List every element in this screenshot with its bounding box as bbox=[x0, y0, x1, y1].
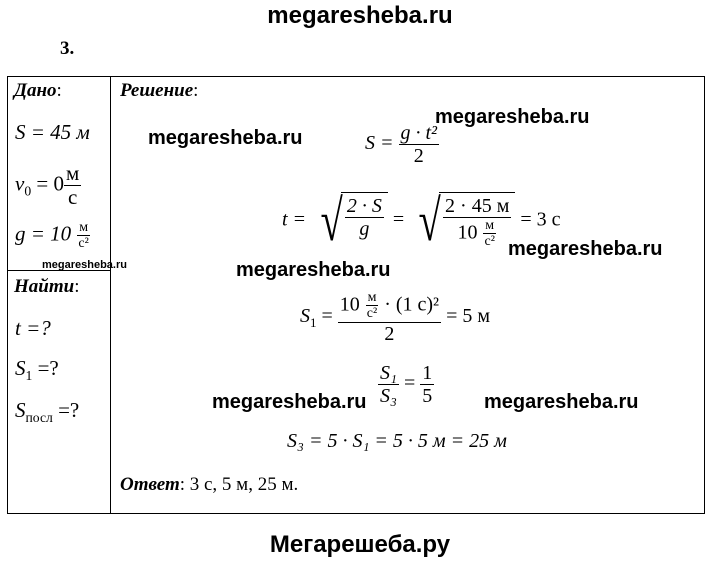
find-t: t =? bbox=[15, 316, 51, 340]
answer: Ответ: 3 с, 5 м, 25 м. bbox=[120, 474, 299, 495]
watermark-inline: megaresheba.ru bbox=[435, 106, 590, 128]
find-sposl: $S_{посл}$ =? bbox=[15, 398, 80, 426]
solution-header: Решение: bbox=[120, 80, 199, 101]
find-s1: $S_1$ =? bbox=[15, 356, 59, 384]
given-s: S = 45 м bbox=[15, 120, 90, 144]
equation-4: $\frac{\text{S₁}}{\text{S₃}}$ = $\frac{1}{5}$ bbox=[380, 362, 433, 407]
watermark-small: megaresheba.ru bbox=[42, 259, 127, 271]
watermark-inline: megaresheba.ru bbox=[236, 259, 391, 281]
given-header: Дано: bbox=[14, 80, 62, 101]
watermark-bottom: Мегарешеба.ру bbox=[269, 531, 451, 558]
find-header: Найти: bbox=[14, 276, 80, 297]
given-g: g = 10 $\frac{м}{\text{с²}}$ bbox=[15, 220, 89, 252]
equation-5: S₃ = 5 · S₁ = 5 · 5 м = 25 м bbox=[287, 430, 507, 452]
equation-2: t = √ $\frac{2 \cdot S}{g}$ = √ 2 · 45 м 10 $\frac{м}{\text{с²}}$ = 3 с bbox=[282, 188, 561, 253]
watermark-top: megaresheba.ru bbox=[267, 2, 453, 29]
given-v0: $v_0 = 0$ $\frac{м}{с}$ bbox=[15, 161, 80, 210]
equation-1: S = $\frac{\text{g · t²}}{2}$ bbox=[365, 122, 438, 167]
problem-number: 3. bbox=[60, 38, 75, 59]
watermark-inline: megaresheba.ru bbox=[148, 127, 303, 149]
watermark-inline: megaresheba.ru bbox=[508, 238, 663, 260]
equation-3: $S_1$ = 10 $\frac{м}{\text{с²}}$ · (1 с)² 2 = 5 м bbox=[300, 290, 490, 345]
watermark-inline: megaresheba.ru bbox=[484, 391, 639, 413]
watermark-inline: megaresheba.ru bbox=[212, 391, 367, 413]
table-divider-vertical bbox=[110, 76, 111, 514]
